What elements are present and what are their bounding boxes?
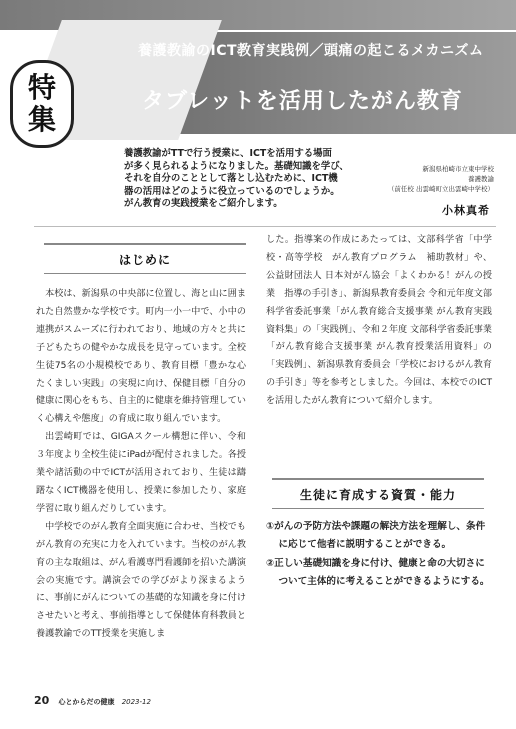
body-paragraph: 出雲崎町では、GIGAスクール構想に伴い、令和３年度より全校生徒にiPadが配付されました。各授業や諸活動の中でICTが活用されており、生徒は躊躇なくICT機器を使用し、授業に参加したり、家庭学習に取り組んだりしています。	[36, 432, 246, 514]
body-paragraph: した。指導案の作成にあたっては、文部科学省「中学校・高等学校 がん教育プログラム 補助教材」や、公益財団法人 日本対がん協会「よくわかる！がんの授業 指導の手引き」、新潟県教育委員会 令和元年度文部科学省委託事業「がん教育総合支援事業 がん教育実践資料集」の「実践例」、令和２年度 文部科学省委託事業「がん教育総合支援事業 がん教育授業活用資料」の「実践例」、新潟県教育委員会「学校におけるがん教育の手引き」等を参考としました。今回は、本校でのICTを活用したがん教育について紹介します。	[266, 235, 492, 407]
author-name: 小林真希	[442, 204, 490, 217]
lead-line: 養護教諭がTTで行う授業に、ICTを活用する場面	[124, 148, 332, 159]
author-affiliation	[344, 164, 494, 194]
issue-number: 2023-12	[121, 698, 151, 706]
feature-badge	[10, 60, 74, 148]
author-former-school: （前任校 出雲崎町立出雲崎中学校）	[387, 185, 494, 193]
section-heading-intro: はじめに	[44, 243, 246, 274]
header-divider	[34, 226, 496, 227]
author-role: 養護教諭	[468, 175, 494, 183]
goal-item: ①がんの予防方法や課題の解決方法を理解し、条件に応じて他者に説明することができる。	[266, 521, 486, 550]
page-number: 20	[34, 694, 50, 707]
left-column	[36, 286, 246, 644]
right-column	[266, 232, 492, 411]
author-school: 新潟県柏崎市立東中学校	[422, 165, 494, 173]
magazine-name: 心とからだの健康	[58, 698, 115, 706]
header-banner	[0, 0, 516, 136]
body-paragraph: 中学校でのがん教育全面実施に合わせ、当校でもがん教育の充実に力を入れています。当校のがん教育の主な取組は、がん看護専門看護師を招いた講演会の実施です。講演会での学びがより深まるように、事前にがんについての基礎的な知識を身に付けさせたいと考え、事前指導として保健体育科教員と養護教諭でのTT授業を実施しま	[36, 521, 246, 640]
goal-item: ②正しい基礎知識を身に付け、健康と命の大切さについて主体的に考えることができるようにする。	[266, 558, 490, 587]
feature-badge-char1: 特	[27, 71, 56, 104]
feature-badge-char2: 集	[27, 103, 56, 136]
lead-line: が多く見られるようになりました。基礎知識を学び、	[124, 160, 349, 172]
series-subtitle: 養護教諭のICT教育実践例／頭痛の起こるメカニズム	[138, 43, 484, 59]
lead-line: それを自分のこととして落とし込むために、ICT機	[124, 173, 338, 185]
body-paragraph: 本校は、新潟県の中央部に位置し、海と山に囲まれた自然豊かな学校です。町内一小一中で、小中の連携がスムーズに行われており、地域の方々と共に子どもたちの健やかな成長を見守っています。全校生徒75名の小規模校であり、教育目標「豊かな心 たくましい実践」の実現に向け、保健目標「自分の健康に関心をもち、自主的に健康を維持管理していく心構えや態度」の育成に取り組んでいます。	[36, 289, 246, 425]
page-footer	[34, 694, 151, 707]
lead-line: 器の活用はどのように役立っているのでしょうか。	[124, 185, 340, 197]
article-title: タブレットを活用したがん教育	[142, 88, 463, 114]
goals-list	[266, 518, 492, 592]
lead-line: がん教育の実践授業をご紹介します。	[124, 198, 283, 210]
section-heading-goals: 生徒に育成する資質・能力	[272, 478, 484, 509]
